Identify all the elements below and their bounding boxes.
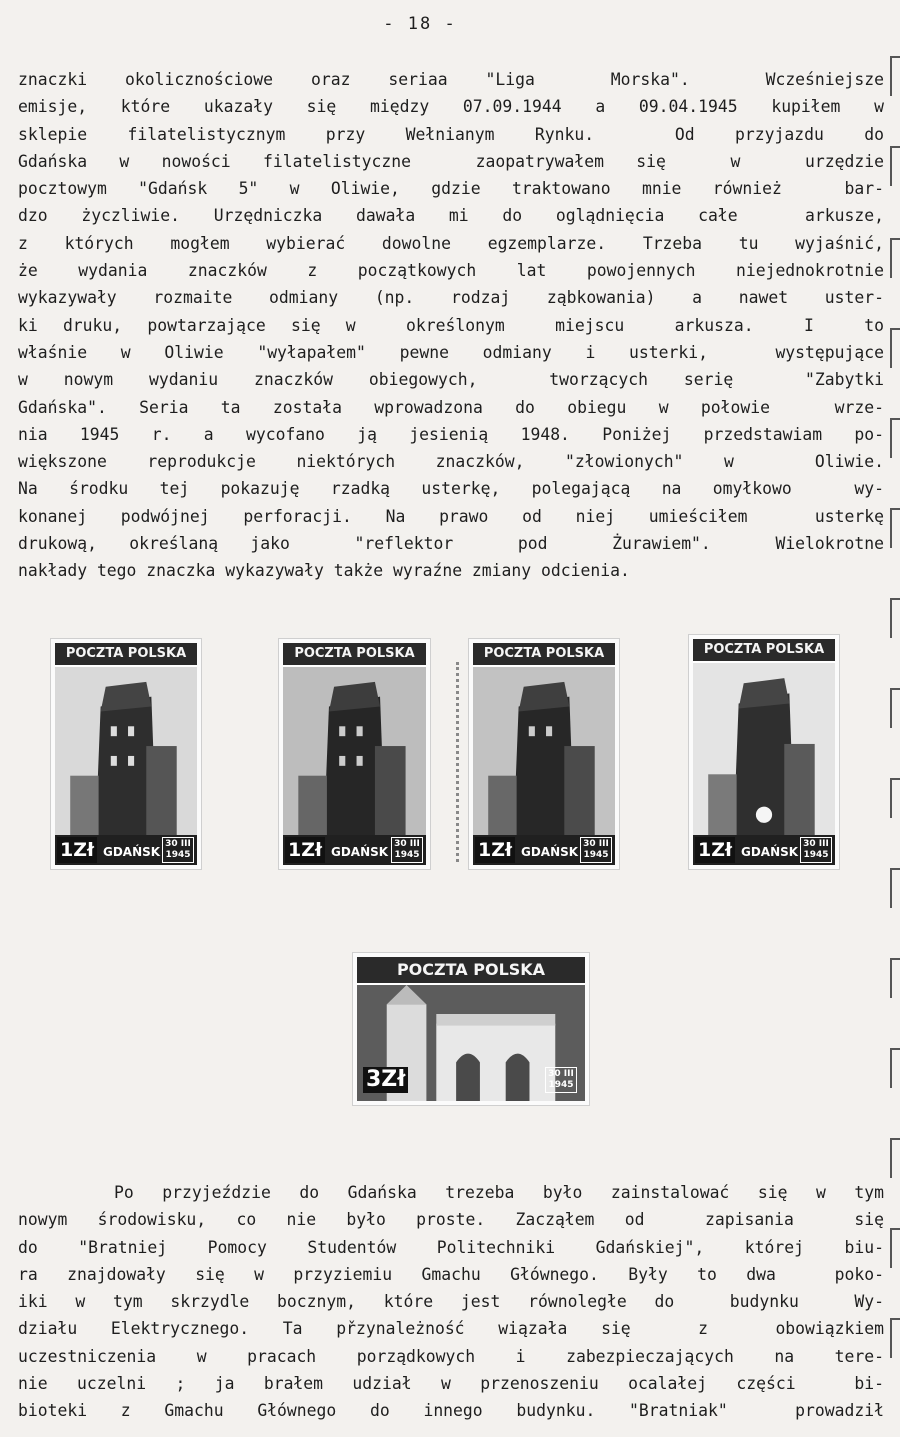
text-line: nakłady tego znaczka wykazywały także wyraźne zmiany odcienia. [18,561,630,581]
page-edge-mark [890,238,900,278]
stamp-date: 30 III 1945 [545,1067,577,1093]
page-edge-mark [890,1138,900,1178]
crane-gate-illustration [55,667,197,835]
stamp-date: 30 III 1945 [580,837,612,863]
page-edge-mark [890,328,900,368]
crane-gate-illustration [693,663,835,835]
text-line: Gdańska". Seria ta została wprowadzona do obiegu w połowie wrze- [18,397,884,417]
text-line: sklepie filatelistycznym przy Wełnianym Rynku. Od przyjazdu do [18,124,884,144]
page-edge-mark [890,958,900,998]
text-line: wykazywały rozmaite odmiany (np. rodzaj ząbkowania) a nawet uster- [18,288,884,308]
page-edge-mark [890,778,900,818]
text-line: działu Elektrycznego. Ta přzynależność wiązała się z obowiązkiem [18,1319,884,1339]
paragraph-arrival [18,1179,884,1425]
text-line: z których mogłem wybierać dowolne egzemplarze. Trzeba tu wyjaśnić, [18,233,884,253]
stamp-date: 30 III 1945 [800,837,832,863]
paragraph-stamps-intro [18,66,884,585]
text-line: dzo życzliwie. Urzędniczka dawała mi do oglądnięcia całe arkusze, [18,206,884,226]
stamp-footer [473,835,615,865]
page-edge-mark [890,56,900,96]
text-line: że wydania znaczków z początkowych lat powojennych niejednokrotnie [18,261,884,281]
stamp-value: 1Zł [285,837,325,863]
crane-gate-illustration [283,667,426,835]
stamp-header: POCZTA POLSKA [693,639,835,663]
page-edge-mark [890,598,900,638]
stamp-image-3-double-perforation [468,638,620,870]
stamp-date: 30 III 1945 [391,837,423,863]
page-edge-mark [890,868,900,908]
stamp-image-2 [278,638,431,870]
text-line: Po przyjeździe do Gdańska trezeba było zainstalować się w tym [114,1183,884,1202]
text-line: do "Bratniej Pomocy Studentów Politechniki Gdańskiej", której biu- [18,1237,884,1257]
stamp-footer [693,835,835,865]
text-line: nie uczelni ; ja brałem udział w przenoszeniu ocalałej części bi- [18,1374,884,1394]
stamp-value: 1Zł [57,837,97,863]
text-line: właśnie w Oliwie "wyłapałem" pewne odmiany i usterki, występujące [18,342,884,362]
stamp-footer [55,835,197,865]
page-edge-mark [890,1048,900,1088]
stamp-city: GDAŃSK [103,845,161,859]
stamp-footer [283,835,426,865]
text-line: konanej podwójnej perforacji. Na prawo od niej umieściłem usterkę [18,506,884,526]
text-line: emisje, które ukazały się między 07.09.1944 a 09.04.1945 kupiłem w [18,97,884,117]
page-edge-mark [890,508,900,548]
text-line: większone reprodukcje niektórych znaczków, "złowionych" w Oliwie. [18,452,884,472]
page-edge-mark [890,688,900,728]
stamp-header: POCZTA POLSKA [357,957,585,985]
stamp-city: GDAŃSK [521,845,579,859]
page-edge-mark [890,1228,900,1268]
stamp-value: 3Zł [363,1067,408,1093]
text-line: pocztowym "Gdańsk 5" w Oliwie, gdzie traktowano mnie również bar- [18,179,884,199]
stamp-image-large [352,952,590,1106]
text-line: nia 1945 r. a wycofano ją jesienią 1948. Poniżej przedstawiam po- [18,424,884,444]
text-line: iki w tym skrzydle bocznym, które jest równoległe do budynku Wy- [18,1292,884,1312]
page-edge-mark [890,418,900,458]
stamp-city: GDAŃSK [331,845,389,859]
text-line: nowym środowisku, co nie było proste. Zacząłem od zapisania się [18,1210,884,1230]
crane-gate-illustration [473,667,615,835]
text-line: bioteki z Gmachu Głównego do innego budynku. "Bratniak" prowadził [18,1401,884,1421]
stamp-date: 30 III 1945 [162,837,194,863]
stamp-header: POCZTA POLSKA [55,643,197,667]
text-line: znaczki okolicznościowe oraz seriaa "Liga Morska". Wcześniejsze [18,70,884,89]
text-line: ra znajdowały się w przyziemiu Gmachu Głównego. Były to dwa poko- [18,1264,884,1284]
stamp-value: 1Zł [475,837,515,863]
text-line: drukową, określaną jako "reflektor pod Żurawiem". Wielokrotne [18,534,884,554]
stamp-city: GDAŃSK [741,845,799,859]
stamp-value: 1Zł [695,837,735,863]
double-perforation-line [456,662,459,862]
text-line: Gdańska w nowości filatelistyczne zaopatrywałem się w urzędzie [18,151,884,171]
text-line: uczestniczenia w pracach porządkowych i zabezpieczających na tere- [18,1346,884,1366]
page-number: - 18 - [383,14,457,34]
page-edge-mark [890,146,900,186]
text-line: ki druku, powtarzające się w określonym miejscu arkusza. I to [18,315,884,335]
stamp-header: POCZTA POLSKA [473,643,615,667]
text-line: w nowym wydaniu znaczków obiegowych, tworzących serię "Zabytki [18,370,884,390]
stamp-image-1 [50,638,202,870]
text-line: Na środku tej pokazuję rzadką usterkę, polegającą na omyłkowo wy- [18,479,884,499]
stamp-header: POCZTA POLSKA [283,643,426,667]
stamp-image-4-reflector-error [688,634,840,870]
page-edge-mark [890,1318,900,1358]
